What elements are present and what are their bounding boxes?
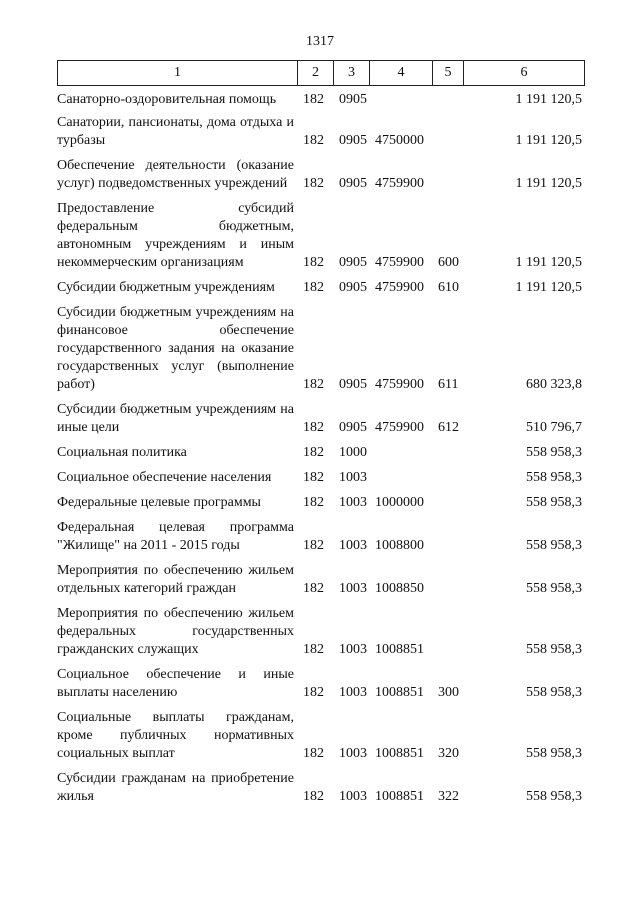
row-section-code: 0905: [339, 255, 367, 270]
row-name: Социальная политика: [57, 445, 187, 460]
table-row: [57, 443, 584, 462]
row-name: Обеспечение деятельности (оказание услуг) подведомственных учреждений: [57, 158, 294, 191]
row-admin-code: 182: [303, 445, 324, 460]
row-section-code: 1003: [339, 685, 367, 700]
budget-rows: [57, 90, 584, 806]
row-expense-type: 610: [438, 280, 459, 295]
row-section-code: 1003: [339, 746, 367, 761]
row-amount: 558 958,3: [526, 445, 582, 460]
row-name: Субсидии бюджетным учреждениям: [57, 280, 275, 295]
row-name: Социальные выплаты гражданам, кроме публичных нормативных социальных выплат: [57, 710, 294, 761]
row-section-code: 0905: [339, 176, 367, 191]
row-name: Предоставление субсидий федеральным бюджетным, автономным учреждениям и иным некоммерческим организациям: [57, 201, 294, 270]
row-admin-code: 182: [303, 470, 324, 485]
row-target-code: 1008800: [375, 538, 424, 553]
row-amount: 1 191 120,5: [515, 92, 582, 107]
header-col-4: 4: [370, 61, 433, 86]
table-row: [57, 561, 584, 598]
row-target-code: 4759900: [375, 420, 424, 435]
row-name: Санаторно-оздоровительная помощь: [57, 92, 277, 107]
row-admin-code: 182: [303, 280, 324, 295]
table-row: [57, 769, 584, 806]
row-target-code: 1008851: [375, 746, 424, 761]
row-amount: 680 323,8: [526, 377, 582, 392]
row-admin-code: 182: [303, 685, 324, 700]
table-row: [57, 156, 584, 193]
header-row: [58, 61, 585, 86]
row-target-code: 4759900: [375, 255, 424, 270]
table-row: [57, 708, 584, 763]
row-section-code: 0905: [339, 377, 367, 392]
row-name: Санатории, пансионаты, дома отдыха и турбазы: [57, 115, 294, 148]
row-section-code: 0905: [339, 420, 367, 435]
table-row: [57, 90, 584, 109]
row-target-code: 1000000: [375, 495, 424, 510]
row-target-code: 4759900: [375, 280, 424, 295]
row-name: Мероприятия по обеспечению жильем отдельных категорий граждан: [57, 563, 294, 596]
table-row: [57, 468, 584, 487]
column-header-table: [57, 60, 585, 86]
row-admin-code: 182: [303, 538, 324, 553]
row-amount: 558 958,3: [526, 495, 582, 510]
row-amount: 558 958,3: [526, 789, 582, 804]
row-name: Федеральная целевая программа "Жилище" на 2011 - 2015 годы: [57, 520, 294, 553]
row-target-code: 1008851: [375, 789, 424, 804]
row-amount: 558 958,3: [526, 538, 582, 553]
row-expense-type: 300: [438, 685, 459, 700]
row-target-code: 4750000: [375, 133, 424, 148]
page-number: 1317: [306, 34, 334, 49]
table-row: [57, 493, 584, 512]
row-name: Социальное обеспечение населения: [57, 470, 272, 485]
row-admin-code: 182: [303, 581, 324, 596]
row-section-code: 1003: [339, 538, 367, 553]
row-admin-code: 182: [303, 92, 324, 107]
row-section-code: 1000: [339, 445, 367, 460]
row-admin-code: 182: [303, 495, 324, 510]
row-admin-code: 182: [303, 746, 324, 761]
row-target-code: 4759900: [375, 377, 424, 392]
row-admin-code: 182: [303, 176, 324, 191]
header-col-6: 6: [464, 61, 585, 86]
row-section-code: 0905: [339, 133, 367, 148]
row-target-code: 1008851: [375, 685, 424, 700]
table-row: [57, 278, 584, 297]
row-admin-code: 182: [303, 255, 324, 270]
row-target-code: 1008851: [375, 642, 424, 657]
row-section-code: 1003: [339, 581, 367, 596]
row-name: Социальное обеспечение и иные выплаты населению: [57, 667, 294, 700]
row-expense-type: 612: [438, 420, 459, 435]
row-expense-type: 611: [438, 377, 459, 392]
table-row: [57, 604, 584, 659]
row-name: Федеральные целевые программы: [57, 495, 261, 510]
row-amount: 1 191 120,5: [515, 176, 582, 191]
row-section-code: 1003: [339, 470, 367, 485]
header-col-5: 5: [433, 61, 464, 86]
row-section-code: 1003: [339, 789, 367, 804]
row-name: Мероприятия по обеспечению жильем федеральных государственных гражданских служащих: [57, 606, 294, 657]
row-admin-code: 182: [303, 420, 324, 435]
table-row: [57, 199, 584, 272]
row-amount: 558 958,3: [526, 685, 582, 700]
table-row: [57, 303, 584, 394]
table-row: [57, 518, 584, 555]
row-section-code: 1003: [339, 495, 367, 510]
row-expense-type: 600: [438, 255, 459, 270]
row-amount: 558 958,3: [526, 470, 582, 485]
row-admin-code: 182: [303, 133, 324, 148]
row-name: Субсидии бюджетным учреждениям на финансовое обеспечение государственного задания на оказание государственных услуг (выполнение работ): [57, 305, 294, 392]
row-section-code: 0905: [339, 280, 367, 295]
row-admin-code: 182: [303, 642, 324, 657]
row-amount: 1 191 120,5: [515, 280, 582, 295]
row-amount: 558 958,3: [526, 642, 582, 657]
row-section-code: 0905: [339, 92, 367, 107]
header-col-1: 1: [58, 61, 298, 86]
header-col-3: 3: [334, 61, 370, 86]
row-amount: 558 958,3: [526, 581, 582, 596]
row-section-code: 1003: [339, 642, 367, 657]
row-name: Субсидии бюджетным учреждениям на иные цели: [57, 402, 294, 435]
row-target-code: 4759900: [375, 176, 424, 191]
row-amount: 558 958,3: [526, 746, 582, 761]
header-col-2: 2: [298, 61, 334, 86]
row-amount: 1 191 120,5: [515, 255, 582, 270]
table-row: [57, 113, 584, 150]
row-name: Субсидии гражданам на приобретение жилья: [57, 771, 294, 804]
table-row: [57, 400, 584, 437]
row-amount: 1 191 120,5: [515, 133, 582, 148]
row-admin-code: 182: [303, 377, 324, 392]
row-target-code: 1008850: [375, 581, 424, 596]
row-admin-code: 182: [303, 789, 324, 804]
row-expense-type: 322: [438, 789, 459, 804]
row-amount: 510 796,7: [526, 420, 582, 435]
table-row: [57, 665, 584, 702]
row-expense-type: 320: [438, 746, 459, 761]
